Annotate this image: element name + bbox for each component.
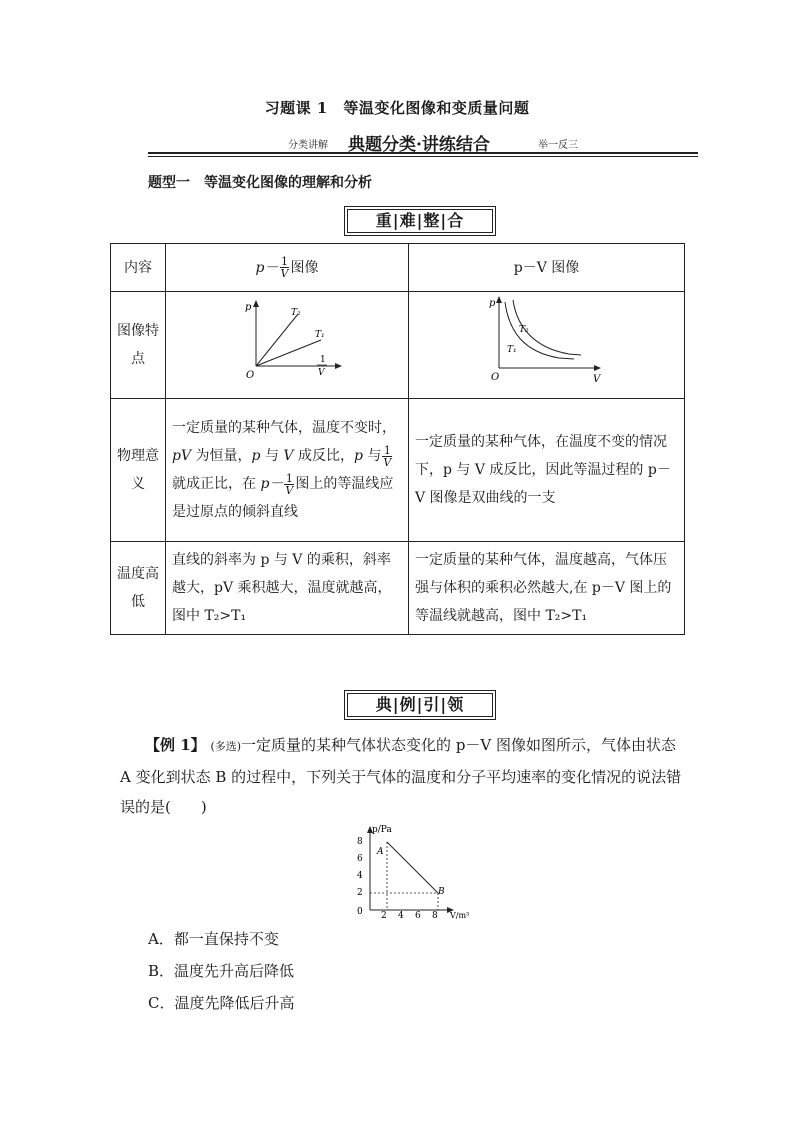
banner-right-text: 举一反三 [538,140,578,151]
comparison-table [110,243,685,635]
box-title-examples: 典|例|引|领 [344,690,496,720]
y-tick: 2 [357,888,363,898]
row-label-graph: 图像特点 [111,292,166,399]
meaning-col2: 一定质量的某种气体，在温度不变的情况下，p 与 V 成反比，因此等温过程的 p－V 图像是双曲线的一支 [409,399,685,542]
table-header-col2: p－V 图像 [409,244,685,292]
point-b-label: B [438,887,445,897]
fraction: $\frac{1}{V}$ [285,471,294,497]
y-tick: 4 [357,871,363,881]
y-tick: 6 [357,854,363,864]
example-1 [120,730,685,822]
table-header-label: 内容 [111,244,166,292]
meaning-col1: 一定质量的某种气体，温度不变时，pV 为恒量，p 与 V 成反比，p 与 $\frac{1}{V}$ 就成正比，在 p－ $\frac{1}{V}$ 图上的等温线应是过原点的倾斜直线 [166,399,409,542]
x-tick: 8 [432,911,438,920]
graph2-origin: O [491,372,500,383]
graph2-t1-label: T₁ [507,345,517,355]
p-1/v-graph [166,292,396,388]
process-line-ab [387,842,438,893]
example-text: 一定质量的某种气体状态变化的 p－V 图像如图所示，气体由状态 A 变化到状态 B 的过程中，下列关于气体的温度和分子平均速率的变化情况的说法错误的是( ) [120,736,682,816]
graph1-origin: O [246,370,255,381]
graph1-x-num: 1 [320,355,326,365]
point-a-label: A [377,847,384,857]
banner-main-text: 典题分类·讲练结合 [348,135,490,155]
temperature-col1: 直线的斜率为 p 与 V 的乘积，斜率越大，pV 乘积越大，温度就越高，图中 T₂>T₁ [166,542,409,635]
fraction: $\frac{1}{V}$ [383,443,392,469]
table-header-col1: p－ $\frac{1}{V}$ 图像 [166,244,409,292]
p-v-graph [409,292,684,388]
graph1-x-den: V [318,368,325,378]
box-title-key-points: 重|难|整|合 [344,206,496,236]
x-axis-label: V/m³ [450,911,470,920]
table-row [111,542,685,635]
graph-p-inverse-v [166,292,409,399]
banner-rule-thin [148,156,698,157]
table-row [111,292,685,399]
table-row [111,244,685,292]
option-a[interactable]: A．都一直保持不变 [148,930,279,948]
option-c[interactable]: C．温度先降低后升高 [148,994,295,1012]
banner-left-text: 分类讲解 [288,140,328,151]
multi-choice-tag: (多选) [210,740,242,753]
fraction: $\frac{1}{V}$ [280,255,289,280]
graph-p-v [409,292,685,399]
page-title: 习题课 1 等温变化图像和变质量问题 [264,99,530,117]
graph1-t2-label: T₂ [291,308,301,318]
graph2-t2-label: T₂ [519,325,529,335]
temperature-col2: 一定质量的某种气体，温度越高，气体压强与体积的乘积必然越大,在 p－V 图上的等温线就越高，图中 T₂>T₁ [409,542,685,635]
graph2-v-label: V [593,374,601,385]
section-banner [148,130,698,156]
graph1-p-label: p [245,302,252,313]
graph1-t1-label: T₁ [315,330,325,340]
x-tick: 4 [398,911,404,920]
x-tick: 2 [381,911,387,920]
table-row [111,399,685,542]
row-label-temperature: 温度高低 [111,542,166,635]
banner-rule [148,152,698,154]
section-heading: 题型一 等温变化图像的理解和分析 [148,175,372,191]
x-tick: 6 [415,911,421,920]
row-label-meaning: 物理意义 [111,399,166,542]
origin-label: 0 [357,907,363,917]
line-t2 [256,314,298,366]
example-tag: 【例 1】 [145,736,206,754]
y-axis-label: p/Pa [372,825,392,835]
option-b[interactable]: B．温度先升高后降低 [148,962,295,980]
graph2-p-label: p [489,298,496,309]
example-pv-graph [350,820,480,920]
line-t1 [256,340,321,366]
y-tick: 8 [357,837,363,847]
